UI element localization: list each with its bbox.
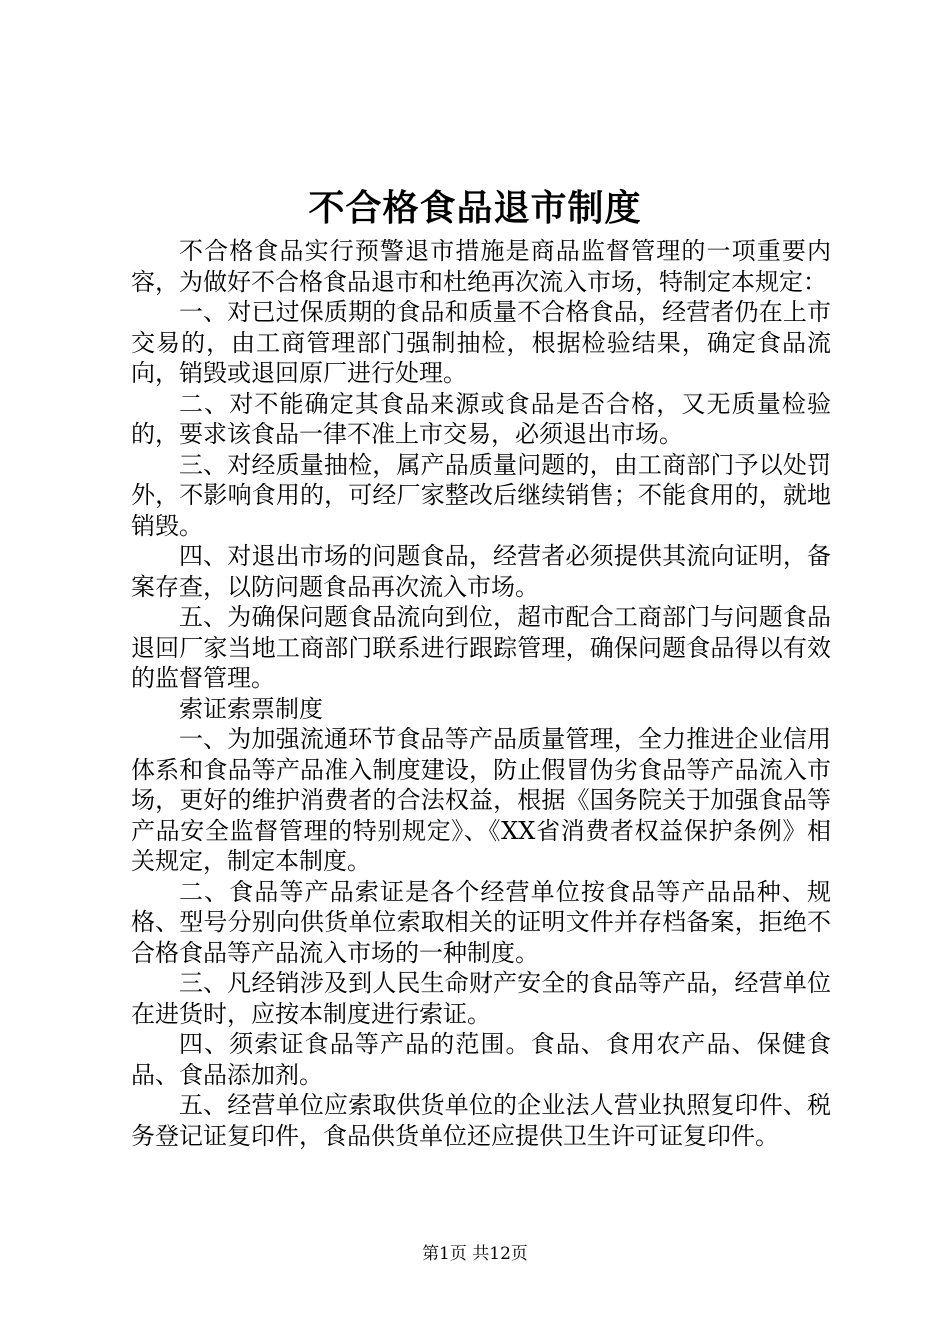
document-title: 不合格食品退市制度 — [308, 187, 642, 229]
page-number-footer: 第1页 共12页 — [422, 1244, 528, 1264]
document-body — [131, 236, 831, 1151]
paragraph-section-item-2: 二、食品等产品索证是各个经营单位按食品等产品品种、规格、型号分别向供货单位索取相关的证明文件并存档备案，拒绝不合格食品等产品流入市场的一种制度。 — [131, 877, 831, 967]
paragraph-item-1: 一、对已过保质期的食品和质量不合格食品，经营者仍在上市交易的，由工商管理部门强制抽检，根据检验结果，确定食品流向，销毁或退回原厂进行处理。 — [131, 298, 831, 387]
paragraph-item-2: 二、对不能确定其食品来源或食品是否合格，又无质量检验的，要求该食品一律不准上市交易，必须退出市场。 — [131, 389, 831, 448]
paragraph-section-item-4: 四、须索证食品等产品的范围。食品、食用农产品、保健食品、食品添加剂。 — [131, 1030, 831, 1089]
section-heading: 索证索票制度 — [179, 694, 323, 723]
paragraph-section-item-5: 五、经营单位应索取供货单位的企业法人营业执照复印件、税务登记证复印件，食品供货单位还应提供卫生许可证复印件。 — [131, 1091, 831, 1150]
paragraph-section-item-1: 一、为加强流通环节食品等产品质量管理，全力推进企业信用体系和食品等产品准入制度建设，防止假冒伪劣食品等产品流入市场，更好的维护消费者的合法权益，根据《国务院关于加强食品等产品安全监督管理的特别规定》、《XX省消费者权益保护条例》相关规定，制定本制度。 — [131, 725, 831, 875]
paragraph-intro: 不合格食品实行预警退市措施是商品监督管理的一项重要内容，为做好不合格食品退市和杜绝再次流入市场，特制定本规定： — [131, 237, 831, 296]
paragraph-section-item-3: 三、凡经销涉及到人民生命财产安全的食品等产品，经营单位在进货时，应按本制度进行索证。 — [131, 969, 831, 1028]
paragraph-item-4: 四、对退出市场的问题食品，经营者必须提供其流向证明，备案存查，以防问题食品再次流入市场。 — [131, 542, 831, 601]
paragraph-item-5: 五、为确保问题食品流向到位，超市配合工商部门与问题食品退回厂家当地工商部门联系进行跟踪管理，确保问题食品得以有效的监督管理。 — [131, 603, 831, 692]
paragraph-item-3: 三、对经质量抽检，属产品质量问题的，由工商部门予以处罚外，不影响食用的，可经厂家整改后继续销售；不能食用的，就地销毁。 — [131, 450, 831, 540]
